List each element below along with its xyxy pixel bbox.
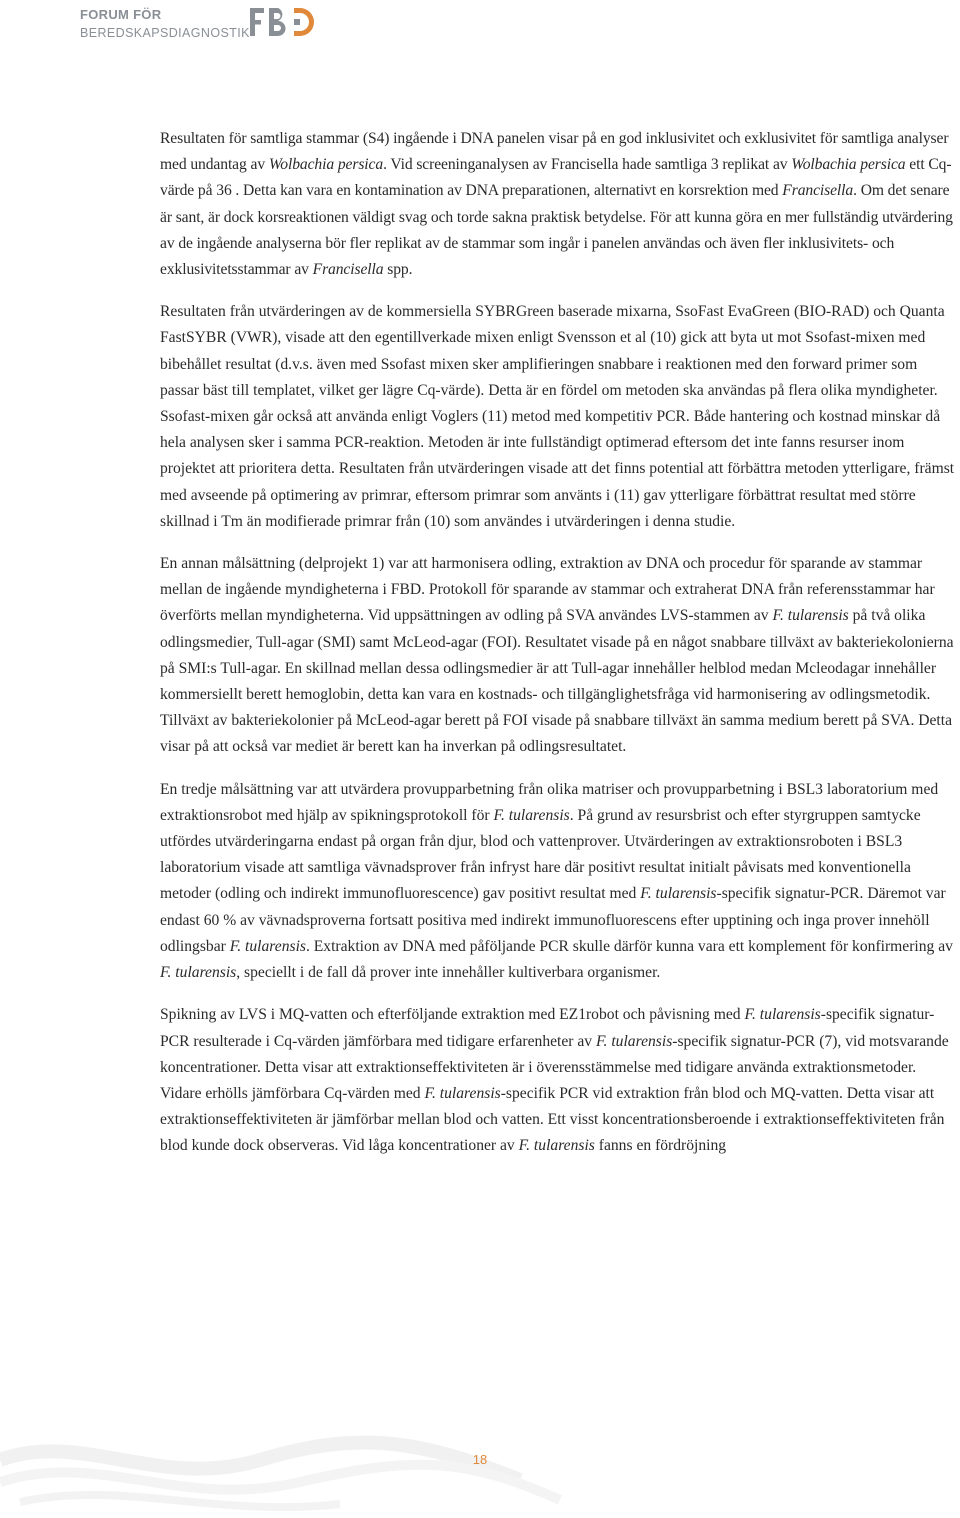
- text-run: En annan målsättning (delprojekt 1) var att harmonisera odling, extraktion av DNA och procedur för sparande av stammar mellan de ingående myndigheterna i FBD. Protokoll för sparande av stammar och extraherat DNA från referensstammar har överförts mellan myndigheterna. Vid uppsättningen av odling på SVA användes LVS-stammen av: [160, 555, 935, 625]
- text-run: -specifik PCR vid extraktion från blod och MQ-vatten. Detta visar att extraktionseffektiviteten är jämförbar mellan blod och vatten. Ett visst koncentrationsberoende i extraktionseffektiviteten från blod kunde dock observeras. Vid låga koncentrationer av: [160, 1084, 945, 1155]
- text-run: fanns en fördröjning: [594, 1137, 727, 1155]
- text-run: spp.: [383, 261, 413, 279]
- text-run: -specifik signatur-PCR. Däremot var endast 60 % av vävnadsproverna fortsatt positiva med indirekt immunofluorescens efter upptining och inga prover innehöll odlingsbar: [160, 885, 946, 955]
- text-run: ett Cq-värde på 36 . Detta kan vara en kontamination av DNA preparationen, alternativt en korsrektion med: [160, 156, 952, 200]
- italic-term: F. tularensis: [596, 1032, 673, 1050]
- text-run: Resultaten för samtliga stammar (S4) ingående i DNA panelen visar på en god inklusivitet och exklusivitet för samtliga analyser med undantag av: [160, 130, 949, 174]
- page-header: [80, 6, 380, 42]
- paragraph: [160, 299, 955, 535]
- body-text: [160, 126, 955, 1176]
- paragraph: [160, 551, 955, 761]
- text-run: . Vid screeninganalysen av Francisella hade samtliga 3 replikat av: [383, 156, 792, 174]
- text-run: -specifik signatur-PCR (7), vid motsvarande koncentrationer. Detta visar att extraktionseffektiviteten är i överensstämmelse med tidigare använda extraktionsmetoder. Vidare erhölls jämförbara Cq-värden med: [160, 1032, 949, 1102]
- italic-term: F. tularensis: [640, 885, 717, 903]
- text-run: En tredje målsättning var att utvärdera provupparbetning från olika matriser och provupparbetning i BSL3 laboratorium med extraktionsrobot med hjälp av spikningsprotokoll för: [160, 780, 939, 824]
- text-run: . Om det senare är sant, är dock korsreaktionen väldigt svag och torde sakna praktisk betydelse. För att kunna göra en mer fullständig utvärdering av de ingående analyserna bör fler replikat av de stammar som ingår i panelen användas och även fler inklusivitets- och exklusivitetsstammar av: [160, 182, 953, 279]
- italic-term: Francisella: [782, 182, 854, 200]
- italic-term: Francisella: [312, 261, 384, 279]
- brand-name-line1: FORUM FÖR: [80, 7, 162, 22]
- italic-term: Wolbachia persica: [268, 156, 384, 174]
- italic-term: F. tularensis: [518, 1137, 595, 1155]
- decorative-swirl-footer: [0, 1420, 960, 1518]
- text-run: på två olika odlingsmedier, Tull-agar (SMI) samt McLeod-agar (FOI). Resultatet visade på en något snabbare tillväxt av bakteriekolonierna på SMI:s Tull-agar. En skillnad mellan dessa odlingsmedier är att Tull-agar innehåller helblod medan Mcleodagar innehåller kommersiellt berett hemoglobin, detta kan vara en kostnads- och tillgänglighetsfråga vid harmonisering av odlingsmetodik. Tillväxt av bakteriekolonier på McLeod-agar berett på FOI visade på snabbare tillväxt än samma medium berett på SVA. Detta visar på att också var mediet är berett kan ha inverkan på odlingsresultatet.: [160, 607, 954, 756]
- page-number: 18: [472, 1452, 488, 1467]
- italic-term: F. tularensis: [744, 1006, 821, 1024]
- text-run: . Extraktion av DNA med påföljande PCR skulle därför kunna vara ett komplement för konfirmering av: [305, 937, 953, 955]
- italic-term: F. tularensis: [772, 607, 849, 625]
- text-run: Spikning av LVS i MQ-vatten och efterföljande extraktion med EZ1robot och påvisning med: [160, 1006, 745, 1024]
- italic-term: F. tularensis: [493, 806, 570, 824]
- text-run: , speciellt i de fall då prover inte innehåller kultiverbara organismer.: [236, 964, 661, 982]
- text-run: -specifik signatur-PCR resulterade i Cq-värden jämförbara med tidigare erfarenheter av: [160, 1006, 935, 1050]
- italic-term: F. tularensis: [160, 964, 237, 982]
- paragraph: [160, 777, 955, 987]
- italic-term: F. tularensis: [229, 937, 306, 955]
- text-run: Resultaten från utvärderingen av de kommersiella SYBRGreen baserade mixarna, SsoFast EvaGreen (BIO-RAD) och Quanta FastSYBR (VWR), visade att den egentillverkade mixen enligt Svensson et al (10) gick att byta ut mot Ssofast-mixen med bibehållet resultat (d.v.s. även med Ssofast mixen sker amplifieringen snabbare i reaktionen med den forward primer som passar bäst till templatet, vilket ger lägre Cq-värde). Detta är en fördel om metoden ska användas på flera olika myndigheter. Ssofast-mixen går också att använda enligt Voglers (11) metod med kompetitiv PCR. Både hantering och kostnad minskar då hela analysen sker i samma PCR-reaktion. Metoden är inte fullständigt optimerad eftersom det inte fanns resurser inom projektet att prioritera detta. Resultaten från utvärderingen visade att det finns potential att förbättra metoden ytterligare, främst med avseende på optimering av primrar, eftersom primrar som använts i (11) gav ytterligare förbättrat resultat med större skillnad i Tm än modifierade primrar från (10) som användes i utvärderingen i denna studie.: [160, 303, 955, 530]
- paragraph: [160, 1002, 955, 1159]
- italic-term: F. tularensis: [424, 1084, 501, 1102]
- brand-name-line2: BEREDSKAPSDIAGNOSTIK: [80, 26, 250, 40]
- paragraph: [160, 126, 955, 283]
- italic-term: Wolbachia persica: [791, 156, 906, 174]
- text-run: . På grund av resursbrist och efter styrgruppen samtycke utfördes utvärderingarna endast på organ från djur, blod och vattenprover. Utvärderingen av extraktionsroboten i BSL3 laboratorium visade att samtliga vävnadsprover från infryst hare där positivt resultat initialt påvisats med konventionella metoder (odling och indirekt immunofluorescence) gav positivt resultat med: [160, 806, 921, 903]
- fbd-logo-icon: [250, 6, 320, 40]
